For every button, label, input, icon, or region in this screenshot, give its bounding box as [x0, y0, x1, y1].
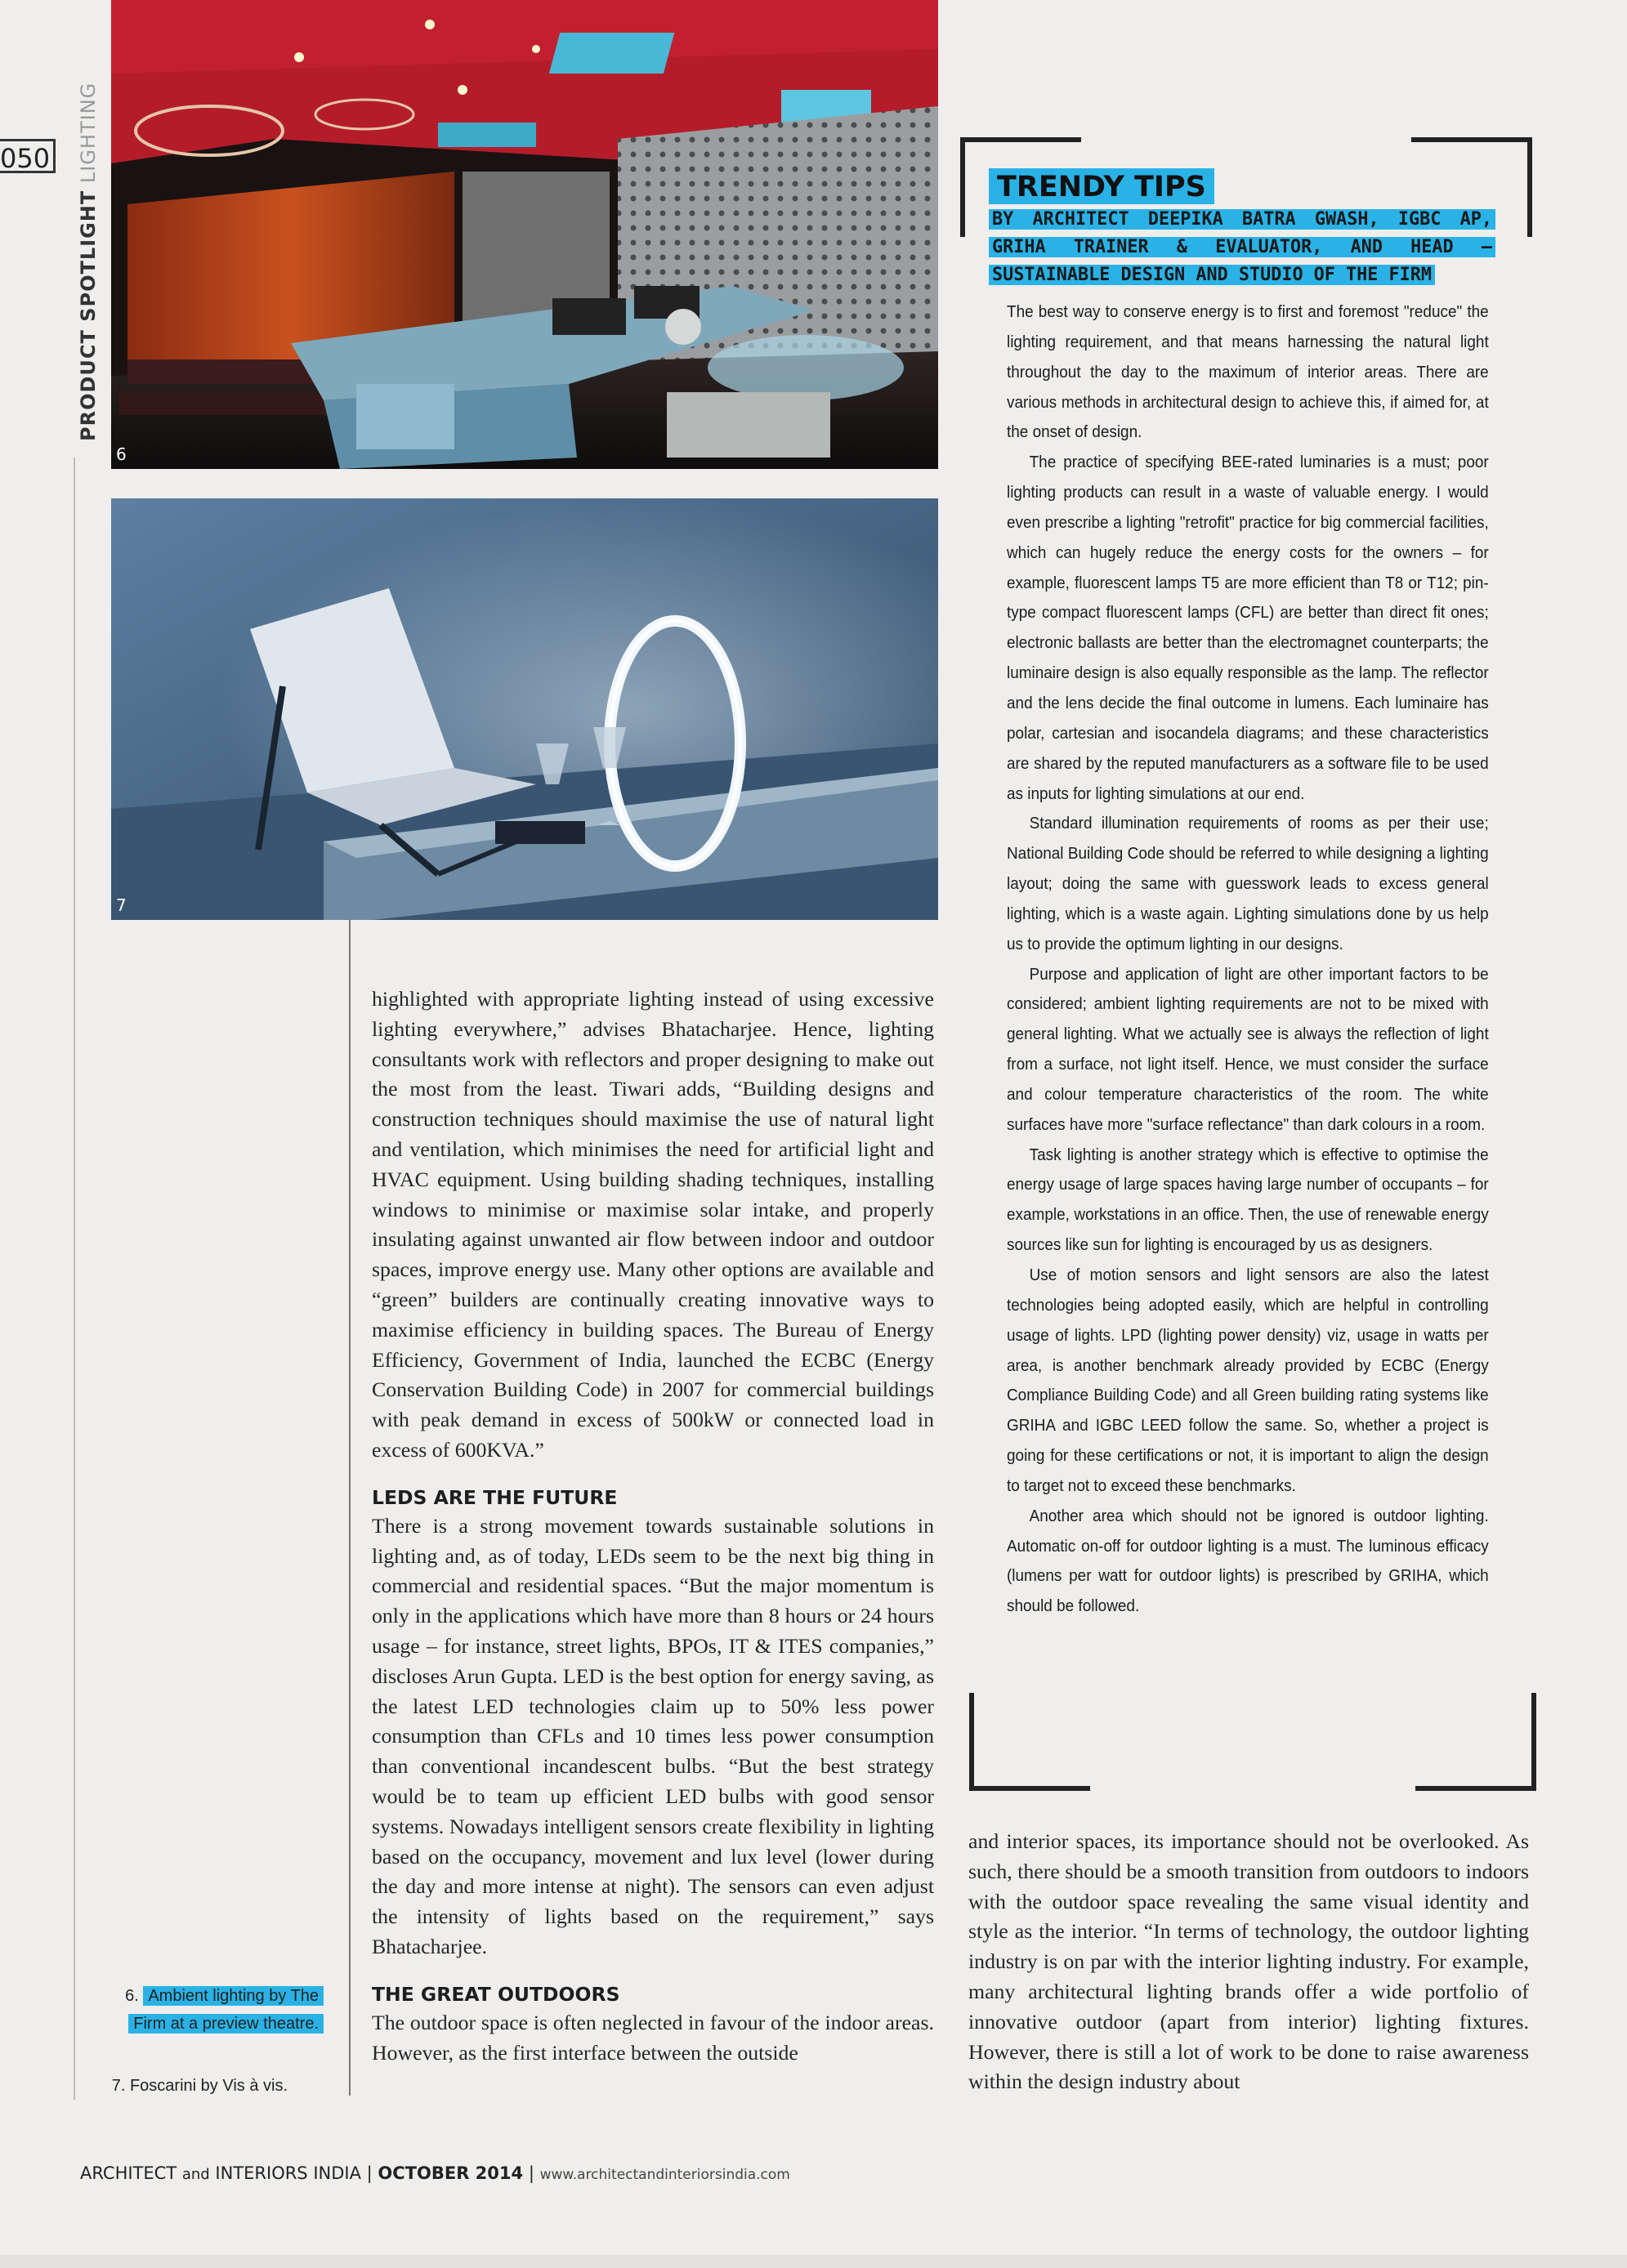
- caption-7-number: 7.: [111, 2077, 126, 2095]
- caption-6-number: 6.: [125, 1987, 139, 2005]
- footer-magazine-a: ARCHITECT: [80, 2163, 177, 2183]
- tips-bracket-bottom-right-v: [1531, 1693, 1536, 1791]
- subhead-leds: LEDS ARE THE FUTURE: [372, 1485, 618, 1509]
- section-label-primary: PRODUCT SPOTLIGHT: [77, 190, 100, 441]
- photo-preview-theatre: [111, 0, 938, 469]
- article-paragraph: highlighted with appropriate lighting instead of using excessive lighting everywhere,” advises Bhatacharjee. Hence, lighting consultants work with reflectors and proper designing to make out the most from the least. Tiwari adds, “Building designs and construction techniques should maximise the use of natural light and ventilation, which minimises the need for artificial light and HVAC equipment. Using building shading techniques, installing windows to minimise or maximise solar intake, and properly insulating against unwanted air flow between indoor and outdoor spaces, improve energy use. Many other options are available and “green” builders are continually creating innovative ways to maximise efficiency in building spaces. The Bureau of Energy Efficiency, Government of India, launched the ECBC (Energy Conservation Building Code) in 2007 for commercial buildings with peak demand in excess of 500kW or connected load in excess of 600KVA.”: [372, 987, 934, 1462]
- tips-bracket-bottom-right-h: [1415, 1786, 1536, 1791]
- tips-bracket-top-right-h: [1411, 137, 1532, 142]
- tips-paragraph: Purpose and application of light are other important factors to be considered; ambient lighting requirements are not to be mixed with general lighting. What we actually see is always the reflection of light from a surface, not light itself. Hence, we must consider the surface and colour temperature characteristics of the room. The white surfaces have more "surface reflectance" than dark colours in a room.: [1007, 964, 1489, 1134]
- page-bottom-band: [0, 2255, 1627, 2268]
- article-paragraph-outdoors: The outdoor space is often neglected in favour of the indoor areas. However, as the first interface between the outside: [372, 2010, 934, 2065]
- tips-paragraph: The practice of specifying BEE-rated luminaries is a must; poor lighting products can result in a waste of valuable energy. I would even prescribe a lighting "retrofit" practice for big commercial facilities, which can hugely reduce the energy costs for the owners – for example, fluorescent lamps T5 are more efficient than T8 or T12; pin-type compact fluorescent lamps (CFL) are better than direct fit ones; electronic ballasts are better than the electromagnet counterparts; the luminaire design is also equally responsible as the lamp. The reflector and the lens decide the final outcome in lumens. Each luminaire has polar, cartesian and isocandela diagrams; and these characteristics are shared by the reputed manufacturers as a software file to be used as inputs for lighting simulations at our end.: [1007, 453, 1489, 803]
- section-label-secondary: LIGHTING: [77, 82, 100, 184]
- subhead-outdoors: THE GREAT OUTDOORS: [372, 1982, 620, 2006]
- tips-body: [1007, 297, 1489, 1622]
- article-center-column: [372, 984, 934, 2068]
- tips-bracket-top-left-h: [960, 137, 1081, 142]
- page-number: 050: [0, 139, 56, 173]
- article-paragraph-leds: There is a strong movement towards sustainable solutions in lighting and, as of today, LEDs seem to be the next big thing in commercial and residential spaces. “But the major momentum is only in the applications which have more than 8 hours or 24 hours usage – for instance, street lights, BPOs, IT & ITES companies,” discloses Arun Gupta. LED is the best option for energy saving, as the latest LED technologies claim up to 50% less power consumption than CFLs and 10 times less power consumption than conventional incandescent bulbs. “But the best strategy would be to team up efficient LED bulbs with good sensor systems. Nowadays intelligent sensors create flexibility in lighting based on the occupancy, movement and lux level (lower during the day and more intense at night). The sensors can even adjust the intensity of lights based on the requirement,” says Bhatacharjee.: [372, 1513, 934, 1958]
- caption-7: [111, 2072, 288, 2100]
- tips-paragraph: Use of motion sensors and light sensors are also the latest technologies being adopted easily, which are helpful in controlling usage of lights. LPD (lighting power density) viz, usage in watts per area, is another benchmark already provided by ECBC (Energy Compliance Building Code) and all Green building rating systems like GRIHA and IGBC LEED follow the same. So, whether a project is going for these certifications or not, it is important to align the design to target not to exceed these benchmarks.: [1007, 1266, 1489, 1495]
- tips-byline-text: BY ARCHITECT DEEPIKA BATRA GWASH, IGBC AP, GRIHA TRAINER & EVALUATOR, AND HEAD – SUSTAINABLE DESIGN AND STUDIO OF THE FIRM: [989, 209, 1495, 285]
- tips-paragraph: Another area which should not be ignored is outdoor lighting. Automatic on-off for outdoor lighting is a must. The luminous efficacy (lumens per watt for outdoor lights) is prescribed by GRIHA, which should be followed.: [1007, 1506, 1489, 1616]
- footer-and: and: [181, 2166, 210, 2183]
- article-continuation: and interior spaces, its importance should not be overlooked. As such, there should be a smooth transition from outdoors to indoors with the outdoor space revealing the same visual identity and style as the interior. “In terms of technology, the outdoor lighting industry is on par with the interior lighting industry. For example, many architectural lighting brands offer a wide portfolio of innovative outdoor (apart from interior) lighting fixtures. However, there is still a lot of work to be done to raise awareness within the design industry about: [968, 1829, 1529, 2094]
- tips-paragraph: Task lighting is another strategy which is effective to optimise the energy usage of large spaces having large number of occupants – for example, workstations in an office. Then, the use of renewable energy sources like sun for lighting is encouraged by us as designers.: [1007, 1145, 1489, 1255]
- tips-paragraph: The best way to conserve energy is to first and foremost "reduce" the lighting requirement, and that means harnessing the natural light throughout the day to the maximum of interior areas. There are various methods in architectural design to achieve this, if aimed for, at the onset of design.: [1007, 302, 1489, 442]
- photo-number-6: 6: [116, 444, 127, 464]
- section-label: [77, 83, 100, 441]
- caption-7-text: Foscarini by Vis à vis.: [129, 2077, 288, 2095]
- tips-paragraph: Standard illumination requirements of rooms as per their use; National Building Code should be referred to while designing a lighting layout; doing the same with guesswork leads to excess general lighting, which is a waste again. Lighting simulations done by us help us to provide the optimum lighting in our designs.: [1007, 814, 1489, 953]
- lamp-illustration: [111, 498, 938, 920]
- footer-separator-1: |: [366, 2163, 373, 2183]
- photo-foscarini-lamp: [111, 498, 938, 920]
- photo-number-7: 7: [116, 895, 127, 915]
- tips-bracket-top-left-v: [960, 137, 965, 237]
- tips-bracket-top-right-v: [1527, 137, 1532, 237]
- tips-byline: [989, 206, 1495, 289]
- article-right-column: [968, 1827, 1529, 2097]
- footer-issue: OCTOBER 2014: [378, 2163, 524, 2183]
- footer-url[interactable]: www.architectandinteriorsindia.com: [539, 2167, 790, 2183]
- tips-bracket-bottom-left-v: [969, 1693, 974, 1791]
- footer: [80, 2163, 790, 2183]
- tips-bracket-bottom-left-h: [969, 1786, 1090, 1791]
- caption-6-text-1: Ambient lighting by The: [143, 1986, 324, 2006]
- caption-6-line2: [111, 2010, 324, 2038]
- footer-separator-2: |: [528, 2163, 534, 2183]
- column-rule: [349, 919, 351, 2096]
- footer-magazine-b: INTERIORS INDIA: [215, 2163, 361, 2183]
- theatre-illustration: [111, 0, 938, 469]
- caption-6: [111, 1982, 324, 2038]
- margin-rule: [74, 458, 75, 2100]
- caption-6-text-2: Firm at a preview theatre.: [128, 2014, 324, 2034]
- tips-title: TRENDY TIPS: [989, 168, 1214, 204]
- caption-6-line1: [111, 1982, 324, 2010]
